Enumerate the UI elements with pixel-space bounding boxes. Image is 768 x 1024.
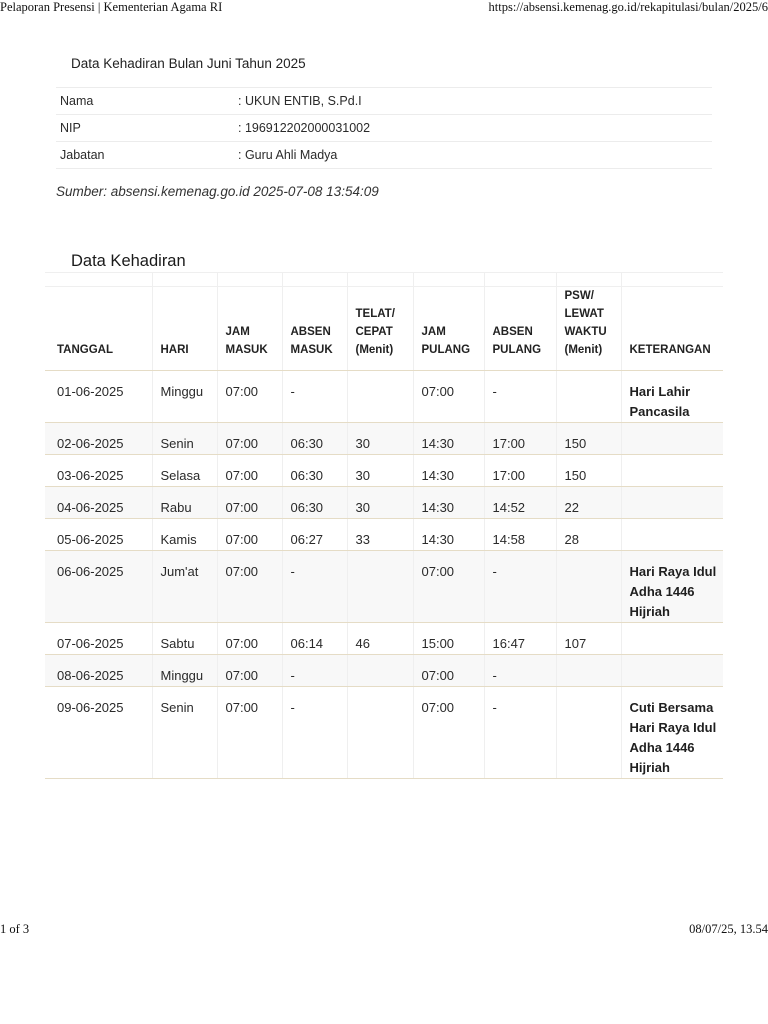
col-absen-pulang-cell: -: [484, 687, 556, 779]
col-tanggal-cell: 07-06-2025: [45, 623, 152, 655]
col-telat-cepat-cell: [347, 371, 413, 423]
info-label: Nama: [56, 88, 234, 115]
col-psw-cell: 107: [556, 623, 621, 655]
col-absen-pulang-cell: -: [484, 551, 556, 623]
col-keterangan-cell: Cuti Bersama Hari Raya Idul Adha 1446 Hijriah: [621, 687, 723, 779]
col-jam-pulang-cell: 14:30: [413, 423, 484, 455]
col-jam-masuk-cell: 07:00: [217, 455, 282, 487]
page-number: 1 of 3: [0, 922, 30, 936]
col-hari-cell: Jum'at: [152, 551, 217, 623]
table-row: [45, 519, 723, 551]
col-jam-masuk-cell: 07:00: [217, 551, 282, 623]
table-row: [45, 687, 723, 779]
col-telat-cepat-cell: [347, 551, 413, 623]
table-row: [45, 423, 723, 455]
col-absen-masuk-cell: 06:14: [282, 623, 347, 655]
info-row-nama: [56, 88, 712, 115]
col-jam-masuk-cell: 07:00: [217, 519, 282, 551]
col-absen-masuk-cell: -: [282, 687, 347, 779]
col-absen-masuk-cell: -: [282, 371, 347, 423]
col-telat-cepat-cell: [347, 655, 413, 687]
info-value: : UKUN ENTIB, S.Pd.I: [234, 88, 712, 115]
col-psw-cell: [556, 551, 621, 623]
print-timestamp: 08/07/25, 13.54: [689, 922, 768, 936]
info-label: NIP: [56, 115, 234, 142]
col-telat-cepat-cell: 30: [347, 487, 413, 519]
col-psw-cell: 22: [556, 487, 621, 519]
col-tanggal-cell: 06-06-2025: [45, 551, 152, 623]
table-row: [45, 371, 723, 423]
col-absen-pulang-cell: 16:47: [484, 623, 556, 655]
col-jam-pulang-cell: 07:00: [413, 687, 484, 779]
info-label: Jabatan: [56, 142, 234, 169]
attendance-table-wrapper: [45, 272, 723, 779]
col-jam-masuk-header: JAM MASUK: [217, 287, 282, 371]
col-jam-pulang-cell: 15:00: [413, 623, 484, 655]
employee-info-table: [56, 87, 712, 169]
table-row: [45, 623, 723, 655]
col-jam-pulang-header: JAM PULANG: [413, 287, 484, 371]
col-tanggal-cell: 09-06-2025: [45, 687, 152, 779]
col-jam-pulang-cell: 14:30: [413, 487, 484, 519]
col-hari-cell: Selasa: [152, 455, 217, 487]
col-jam-pulang-cell: 07:00: [413, 551, 484, 623]
table-row: [45, 455, 723, 487]
col-hari-cell: Senin: [152, 423, 217, 455]
col-jam-pulang-cell: 07:00: [413, 655, 484, 687]
col-tanggal-cell: 05-06-2025: [45, 519, 152, 551]
col-hari-cell: Minggu: [152, 371, 217, 423]
col-jam-masuk-cell: 07:00: [217, 655, 282, 687]
col-jam-pulang-cell: 07:00: [413, 371, 484, 423]
col-telat-cepat-header: TELAT/ CEPAT (Menit): [347, 287, 413, 371]
col-psw-cell: [556, 371, 621, 423]
col-hari-cell: Senin: [152, 687, 217, 779]
col-telat-cepat-cell: 30: [347, 423, 413, 455]
col-telat-cepat-cell: 30: [347, 455, 413, 487]
col-psw-cell: [556, 655, 621, 687]
col-absen-masuk-cell: 06:30: [282, 487, 347, 519]
col-telat-cepat-cell: 33: [347, 519, 413, 551]
source-note: Sumber: absensi.kemenag.go.id 2025-07-08 13:54:09: [56, 184, 379, 199]
col-absen-pulang-cell: -: [484, 371, 556, 423]
table-header-spacer: [45, 273, 723, 287]
col-keterangan-cell: Hari Raya Idul Adha 1446 Hijriah: [621, 551, 723, 623]
col-jam-masuk-cell: 07:00: [217, 371, 282, 423]
col-keterangan-cell: [621, 655, 723, 687]
col-jam-masuk-cell: 07:00: [217, 487, 282, 519]
report-title: Data Kehadiran Bulan Juni Tahun 2025: [71, 56, 306, 71]
table-row: [45, 655, 723, 687]
col-absen-masuk-header: ABSEN MASUK: [282, 287, 347, 371]
info-row-nip: [56, 115, 712, 142]
info-value: : Guru Ahli Madya: [234, 142, 712, 169]
col-keterangan-cell: [621, 455, 723, 487]
col-jam-masuk-cell: 07:00: [217, 423, 282, 455]
col-tanggal-cell: 02-06-2025: [45, 423, 152, 455]
col-hari-cell: Minggu: [152, 655, 217, 687]
col-telat-cepat-cell: [347, 687, 413, 779]
col-absen-masuk-cell: -: [282, 655, 347, 687]
print-header-title: Pelaporan Presensi | Kementerian Agama RI: [0, 0, 223, 14]
col-psw-cell: 150: [556, 423, 621, 455]
col-tanggal-cell: 08-06-2025: [45, 655, 152, 687]
col-absen-masuk-cell: 06:30: [282, 455, 347, 487]
attendance-table-body: [45, 371, 723, 779]
col-keterangan-cell: [621, 487, 723, 519]
col-tanggal-header: TANGGAL: [45, 287, 152, 371]
col-absen-masuk-cell: 06:27: [282, 519, 347, 551]
col-psw-cell: [556, 687, 621, 779]
col-absen-masuk-cell: 06:30: [282, 423, 347, 455]
col-keterangan-cell: [621, 519, 723, 551]
col-absen-pulang-cell: 14:58: [484, 519, 556, 551]
table-row: [45, 551, 723, 623]
attendance-table: [45, 272, 723, 779]
col-absen-pulang-cell: 17:00: [484, 455, 556, 487]
col-hari-header: HARI: [152, 287, 217, 371]
print-header: [0, 0, 768, 16]
table-header-row: [45, 287, 723, 371]
col-tanggal-cell: 04-06-2025: [45, 487, 152, 519]
col-hari-cell: Sabtu: [152, 623, 217, 655]
col-hari-cell: Rabu: [152, 487, 217, 519]
col-absen-masuk-cell: -: [282, 551, 347, 623]
col-telat-cepat-cell: 46: [347, 623, 413, 655]
col-tanggal-cell: 01-06-2025: [45, 371, 152, 423]
col-jam-masuk-cell: 07:00: [217, 623, 282, 655]
col-jam-pulang-cell: 14:30: [413, 455, 484, 487]
col-psw-header: PSW/ LEWAT WAKTU (Menit): [556, 287, 621, 371]
info-value: : 196912202000031002: [234, 115, 712, 142]
info-row-jabatan: [56, 142, 712, 169]
col-jam-masuk-cell: 07:00: [217, 687, 282, 779]
section-title: Data Kehadiran: [71, 252, 186, 270]
col-absen-pulang-cell: 14:52: [484, 487, 556, 519]
col-keterangan-header: KETERANGAN: [621, 287, 723, 371]
col-absen-pulang-header: ABSEN PULANG: [484, 287, 556, 371]
col-psw-cell: 150: [556, 455, 621, 487]
col-keterangan-cell: [621, 623, 723, 655]
table-row: [45, 487, 723, 519]
col-absen-pulang-cell: -: [484, 655, 556, 687]
col-hari-cell: Kamis: [152, 519, 217, 551]
col-tanggal-cell: 03-06-2025: [45, 455, 152, 487]
col-absen-pulang-cell: 17:00: [484, 423, 556, 455]
col-keterangan-cell: [621, 423, 723, 455]
print-header-url: https://absensi.kemenag.go.id/rekapitulasi/bulan/2025/6: [488, 0, 768, 14]
col-keterangan-cell: Hari Lahir Pancasila: [621, 371, 723, 423]
col-jam-pulang-cell: 14:30: [413, 519, 484, 551]
col-psw-cell: 28: [556, 519, 621, 551]
